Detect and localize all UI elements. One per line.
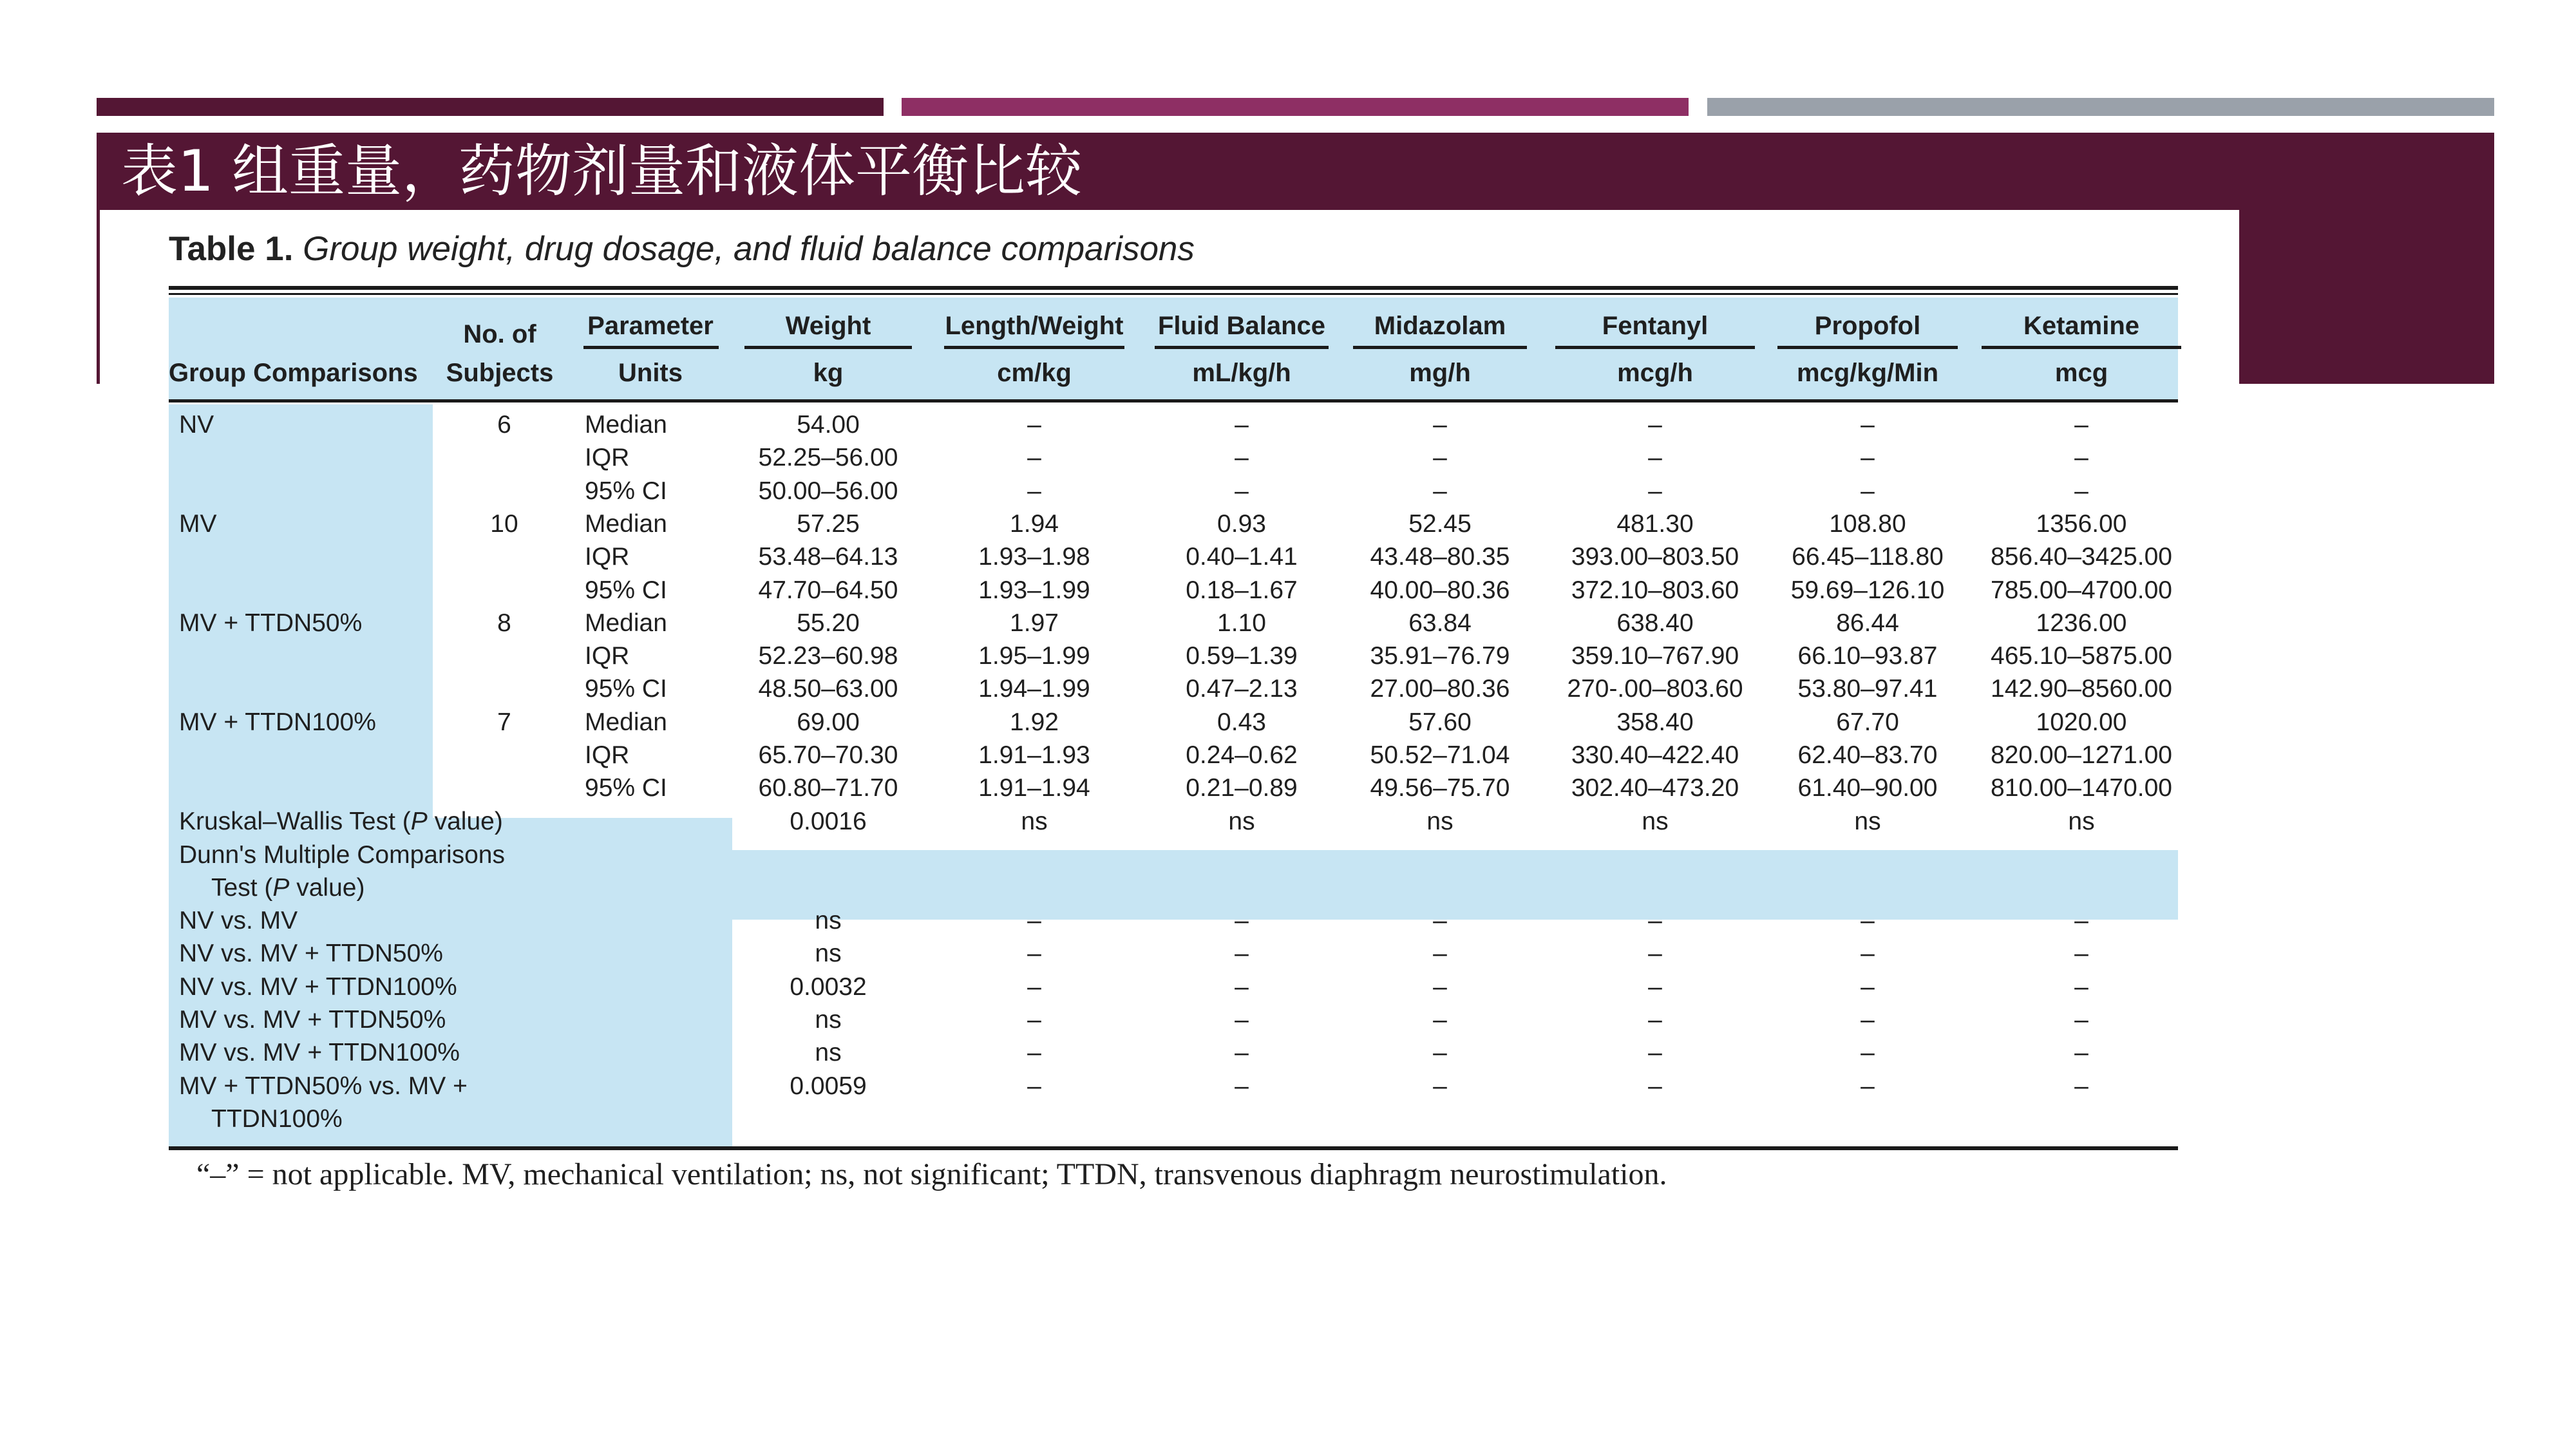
group-name: MV: [179, 509, 217, 538]
header-midazolam: Midazolam: [1374, 312, 1506, 340]
comparison-label: NV vs. MV: [179, 907, 298, 934]
comparison-value: –: [1235, 972, 1249, 1001]
table-cell: 53.48–64.13: [758, 543, 898, 571]
kruskal-value: ns: [1642, 808, 1669, 835]
table-cell: 1.97: [1010, 609, 1059, 637]
table-cell: 49.56–75.70: [1370, 774, 1510, 802]
comparison-value: ns: [815, 1005, 842, 1034]
header-unit-6: mcg: [2054, 359, 2108, 387]
table-cell: –: [1648, 444, 1662, 472]
table-cell: 50.00–56.00: [758, 477, 898, 505]
table-cell: 59.69–126.10: [1790, 576, 1945, 604]
comparison-value: –: [1861, 972, 1875, 1001]
comparison-value: –: [1235, 1072, 1249, 1100]
row-param: Median: [585, 509, 667, 538]
table-cell: –: [1861, 444, 1875, 472]
table-cell: 86.44: [1836, 609, 1899, 637]
group-name: MV + TTDN50%: [179, 609, 363, 637]
table-cell: –: [1861, 411, 1875, 439]
table-cell: 57.25: [797, 509, 860, 538]
comparison-value: –: [1027, 1039, 1041, 1067]
header-fluid-balance: Fluid Balance: [1157, 312, 1326, 340]
comparison-value: ns: [815, 907, 842, 934]
table-cell: 0.18–1.67: [1186, 576, 1298, 604]
table-cell: –: [2074, 444, 2088, 472]
comparison-value: 0.0032: [790, 972, 867, 1001]
comparison-value: –: [2074, 1039, 2088, 1067]
header-underline-5: [1777, 346, 1958, 349]
table-cell: 1356.00: [2036, 509, 2127, 538]
comparison-value: –: [1648, 940, 1662, 968]
comparison-value: –: [1648, 1072, 1662, 1100]
header-unit-0: kg: [813, 359, 844, 387]
decor-bar-gray: [1707, 98, 2494, 116]
table-cell: 302.40–473.20: [1571, 774, 1739, 802]
header-underline-3: [1353, 346, 1527, 349]
table-footnote: “–” = not applicable. MV, mechanical ventilation; ns, not significant; TTDN, transvenous diaphragm neurostimulation.: [196, 1157, 1667, 1191]
table-cell: –: [1648, 477, 1662, 505]
table-cell: 27.00–80.36: [1370, 675, 1510, 703]
table-cell: 820.00–1271.00: [1991, 741, 2172, 769]
table-cell: –: [1433, 477, 1447, 505]
row-param: 95% CI: [585, 774, 667, 802]
table-cell: 52.23–60.98: [758, 642, 898, 670]
header-underline-6: [1982, 346, 2181, 349]
table-cell: 1.93–1.98: [978, 543, 1090, 571]
table-caption: [169, 229, 1195, 269]
table-cell: 52.25–56.00: [758, 444, 898, 472]
table-cell: –: [1235, 477, 1249, 505]
comparison-value: –: [1648, 1039, 1662, 1067]
table-cell: 0.24–0.62: [1186, 741, 1298, 769]
table-cell: 0.40–1.41: [1186, 543, 1298, 571]
table-cell: 1.94–1.99: [978, 675, 1090, 703]
comparison-value: –: [2074, 1072, 2088, 1100]
header-underline-2: [1155, 346, 1329, 349]
table-cell: 0.47–2.13: [1186, 675, 1298, 703]
table-cell: 856.40–3425.00: [1991, 543, 2172, 571]
comparison-value: –: [1433, 940, 1447, 968]
comparison-value: –: [1433, 1005, 1447, 1034]
table-cell: 66.10–93.87: [1797, 642, 1938, 670]
row-param: Median: [585, 708, 667, 736]
header-length-weight: Length/Weight: [945, 312, 1124, 340]
header-weight: Weight: [785, 312, 871, 340]
kruskal-value: ns: [1426, 808, 1454, 835]
table-cell: 0.21–0.89: [1186, 774, 1298, 802]
header-unit-5: mcg/kg/Min: [1796, 359, 1939, 387]
header-unit-2: mL/kg/h: [1192, 359, 1291, 387]
table-cell: 1020.00: [2036, 708, 2127, 736]
comparison-value: –: [1027, 1072, 1041, 1100]
table-cell: 465.10–5875.00: [1991, 642, 2172, 670]
comparison-label: MV + TTDN50% vs. MV +: [179, 1072, 468, 1100]
comparison-value: –: [1861, 907, 1875, 934]
table-cell: 48.50–63.00: [758, 675, 898, 703]
header-ketamine: Ketamine: [2023, 312, 2140, 340]
table-cell: 0.93: [1217, 509, 1266, 538]
table-cell: 1.91–1.93: [978, 741, 1090, 769]
comparison-value: –: [1027, 907, 1041, 934]
table-cell: 0.59–1.39: [1186, 642, 1298, 670]
comparison-value: –: [1861, 1005, 1875, 1034]
table-cell: 810.00–1470.00: [1991, 774, 2172, 802]
table-cell: 393.00–803.50: [1571, 543, 1739, 571]
top-rule-1: [169, 286, 2178, 290]
table-cell: 1.95–1.99: [978, 642, 1090, 670]
comparison-value: –: [1027, 972, 1041, 1001]
comparison-value: –: [1433, 1072, 1447, 1100]
comparison-value: –: [1648, 1005, 1662, 1034]
comparison-value: –: [1027, 940, 1041, 968]
group-n: 8: [497, 609, 511, 637]
header-bottom-rule: [169, 399, 2178, 402]
header-subjects-bottom: Subjects: [446, 359, 554, 387]
header-subjects-top: No. of: [463, 320, 536, 348]
top-rule-2: [169, 293, 2178, 295]
comparison-value: –: [1235, 940, 1249, 968]
comparison-value: 0.0059: [790, 1072, 867, 1100]
kruskal-label: Kruskal–Wallis Test (P value): [179, 808, 503, 835]
comparison-value: –: [2074, 1005, 2088, 1034]
row-param: IQR: [585, 741, 630, 769]
decor-bar-magenta: [902, 98, 1689, 116]
comparison-value: –: [1861, 1039, 1875, 1067]
header-parameter: Parameter: [587, 312, 714, 340]
comparison-value: –: [1235, 1039, 1249, 1067]
comparison-label: NV vs. MV + TTDN50%: [179, 940, 443, 968]
table-cell: 359.10–767.90: [1571, 642, 1739, 670]
table-cell: 65.70–70.30: [758, 741, 898, 769]
table-cell: 1.91–1.94: [978, 774, 1090, 802]
table-cell: –: [1235, 411, 1249, 439]
row-param: Median: [585, 609, 667, 637]
header-group: Group Comparisons: [169, 359, 418, 387]
table-cell: 372.10–803.60: [1571, 576, 1739, 604]
group-n: 7: [497, 708, 511, 736]
header-underline-0: [744, 346, 912, 349]
table-cell: 1.94: [1010, 509, 1059, 538]
comparison-value: –: [1235, 1005, 1249, 1034]
table-cell: 1.93–1.99: [978, 576, 1090, 604]
table-cell: –: [1648, 411, 1662, 439]
table-cell: 54.00: [797, 411, 860, 439]
table-cell: 50.52–71.04: [1370, 741, 1510, 769]
comparison-label: MV vs. MV + TTDN100%: [179, 1039, 460, 1067]
table-cell: 481.30: [1616, 509, 1694, 538]
dunn-label-line1: Dunn's Multiple Comparisons: [179, 841, 505, 869]
comparison-label: NV vs. MV + TTDN100%: [179, 972, 457, 1001]
comparison-value: –: [1861, 1072, 1875, 1100]
dunn-label-line2: Test (P value): [211, 874, 365, 902]
table-caption-text: Group weight, drug dosage, and fluid balance comparisons: [303, 230, 1195, 268]
table-cell: 1236.00: [2036, 609, 2127, 637]
comparison-value: –: [2074, 940, 2088, 968]
kruskal-value: 0.0016: [790, 808, 867, 835]
table-cell: 40.00–80.36: [1370, 576, 1510, 604]
header-unit-1: cm/kg: [997, 359, 1072, 387]
row-param: IQR: [585, 543, 630, 571]
comparison-label: MV vs. MV + TTDN50%: [179, 1005, 446, 1034]
table-cell: –: [1027, 411, 1041, 439]
comparison-value: ns: [815, 1039, 842, 1067]
table-cell: –: [1027, 444, 1041, 472]
kruskal-value: ns: [2068, 808, 2095, 835]
comparison-value: –: [1648, 907, 1662, 934]
table-cell: –: [1433, 411, 1447, 439]
bottom-rule: [169, 1146, 2178, 1150]
comparison-value: –: [1433, 907, 1447, 934]
row-param: 95% CI: [585, 477, 667, 505]
header-fentanyl: Fentanyl: [1602, 312, 1709, 340]
comparison-value: –: [1027, 1005, 1041, 1034]
table-cell: 67.70: [1836, 708, 1899, 736]
table-cell: 52.45: [1408, 509, 1472, 538]
header-unit-3: mg/h: [1409, 359, 1471, 387]
table-cell: 785.00–4700.00: [1991, 576, 2172, 604]
row-param: 95% CI: [585, 675, 667, 703]
comparison-value: ns: [815, 940, 842, 968]
kruskal-value: ns: [1228, 808, 1255, 835]
table-cell: –: [1433, 444, 1447, 472]
table-cell: 69.00: [797, 708, 860, 736]
table-cell: 53.80–97.41: [1797, 675, 1938, 703]
table-cell: 43.48–80.35: [1370, 543, 1510, 571]
slide-title: 表1 组重量，药物剂量和液体平衡比较: [121, 138, 1082, 204]
comparison-value: –: [1433, 1039, 1447, 1067]
header-units: Units: [618, 359, 683, 387]
row-param: Median: [585, 411, 667, 439]
row-param: 95% CI: [585, 576, 667, 604]
table-cell: 55.20: [797, 609, 860, 637]
table-cell: 63.84: [1408, 609, 1472, 637]
table-cell: 60.80–71.70: [758, 774, 898, 802]
table-cell: 66.45–118.80: [1792, 543, 1944, 571]
table-cell: 57.60: [1408, 708, 1472, 736]
table-cell: 1.10: [1217, 609, 1266, 637]
comparison-label-cont: TTDN100%: [211, 1104, 343, 1133]
table-cell: 108.80: [1829, 509, 1906, 538]
table-cell: –: [2074, 477, 2088, 505]
header-underline-1: [944, 346, 1124, 349]
header-unit-4: mcg/h: [1617, 359, 1693, 387]
comparison-value: –: [2074, 972, 2088, 1001]
comparison-value: –: [1235, 907, 1249, 934]
table-cell: 358.40: [1616, 708, 1694, 736]
comparison-value: –: [2074, 907, 2088, 934]
table-cell: –: [1027, 477, 1041, 505]
table-cell: 62.40–83.70: [1797, 741, 1938, 769]
kruskal-value: ns: [1854, 808, 1881, 835]
row-param: IQR: [585, 642, 630, 670]
table-cell: 142.90–8560.00: [1991, 675, 2172, 703]
table-label: Table 1.: [169, 230, 294, 268]
table-cell: –: [1861, 477, 1875, 505]
table-cell: 47.70–64.50: [758, 576, 898, 604]
table-cell: –: [1235, 444, 1249, 472]
row-param: IQR: [585, 444, 630, 472]
table-cell: 35.91–76.79: [1370, 642, 1510, 670]
table-cell: 638.40: [1616, 609, 1694, 637]
table-cell: 330.40–422.40: [1571, 741, 1739, 769]
table-cell: 61.40–90.00: [1797, 774, 1938, 802]
dunn-row-fill: [732, 850, 2178, 920]
header-underline-4: [1555, 346, 1755, 349]
comparison-value: –: [1648, 972, 1662, 1001]
kruskal-value: ns: [1021, 808, 1048, 835]
table-cell: 1.92: [1010, 708, 1059, 736]
group-name: NV: [179, 411, 214, 439]
group-n: 6: [497, 411, 511, 439]
decor-bar-dark: [97, 98, 884, 116]
table-cell: 270-.00–803.60: [1567, 675, 1743, 703]
table-cell: 0.43: [1217, 708, 1266, 736]
group-n: 10: [490, 509, 518, 538]
comparison-value: –: [1433, 972, 1447, 1001]
comparison-value: –: [1861, 940, 1875, 968]
header-propofol: Propofol: [1814, 312, 1921, 340]
uline-parameter: [583, 346, 719, 349]
table-cell: –: [2074, 411, 2088, 439]
group-name: MV + TTDN100%: [179, 708, 376, 736]
